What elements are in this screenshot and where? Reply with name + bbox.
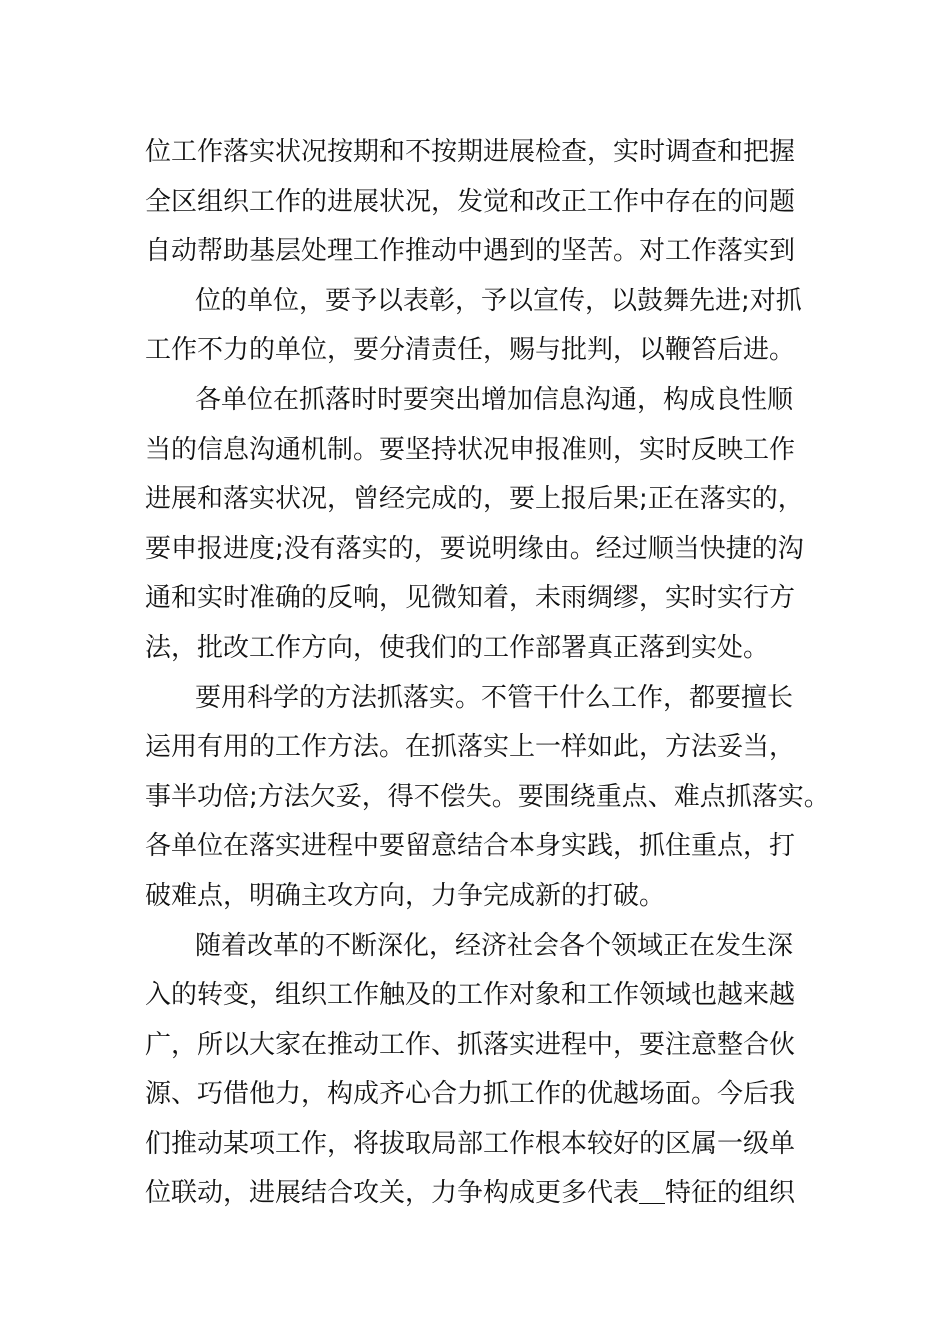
text-line: 位工作落实状况按期和不按期进展检查，实时调查和把握	[145, 137, 796, 167]
document-body	[145, 128, 830, 1219]
text-line: 们推动某项工作，将拔取局部工作根本较好的区属一级单	[145, 1128, 796, 1159]
text-line: 各单位在抓落时时要突出增加信息沟通，构成良性顺	[195, 384, 794, 415]
text-line: 源、巧借他力，构成齐心合力抓工作的优越场面。今后我	[145, 1079, 796, 1110]
text-line: 入的转变，组织工作触及的工作对象和工作领域也越来越	[145, 980, 796, 1011]
text-line: 法，批改工作方向，使我们的工作部署真正落到实处。	[145, 632, 770, 663]
text-line: 自动帮助基层处理工作推动中遇到的坚苦。对工作落实到	[145, 236, 796, 267]
text-line: 要用科学的方法抓落实。不管干什么工作，都要擅长	[195, 682, 794, 713]
text-line: 运用有用的工作方法。在抓落实上一样如此，方法妥当，	[145, 732, 796, 763]
text-line: 位的单位，要予以表彰，予以宣传，以鼓舞先进;对抓	[195, 285, 802, 316]
text-line: 进展和落实状况，曾经完成的，要上报后果;正在落实的，	[145, 484, 804, 515]
text-line: 工作不力的单位，要分清责任，赐与批判，以鞭笞后进。	[145, 335, 796, 366]
text-line: 位联动，进展结合攻关，力争构成更多代表＿特征的组织	[145, 1178, 796, 1209]
text-line: 各单位在落实进程中要留意结合本身实践，抓住重点，打	[145, 831, 796, 862]
text-line: 全区组织工作的进展状况，发觉和改正工作中存在的问题	[145, 186, 796, 217]
text-line: 破难点，明确主攻方向，力争完成新的打破。	[145, 880, 666, 911]
text-line: 当的信息沟通机制。要坚持状况申报准则，实时反映工作	[145, 434, 796, 465]
text-line: 要申报进度;没有落实的，要说明缘由。经过顺当快捷的沟	[145, 533, 804, 564]
text-line: 随着改革的不断深化，经济社会各个领域正在发生深	[195, 930, 794, 961]
text-line: 广，所以大家在推动工作、抓落实进程中，要注意整合伙	[145, 1029, 796, 1060]
text-line: 事半功倍;方法欠妥，得不偿失。要围绕重点、难点抓落实。	[145, 781, 830, 812]
text-line: 通和实时准确的反响，见微知着，未雨绸缪，实时实行方	[145, 583, 796, 614]
